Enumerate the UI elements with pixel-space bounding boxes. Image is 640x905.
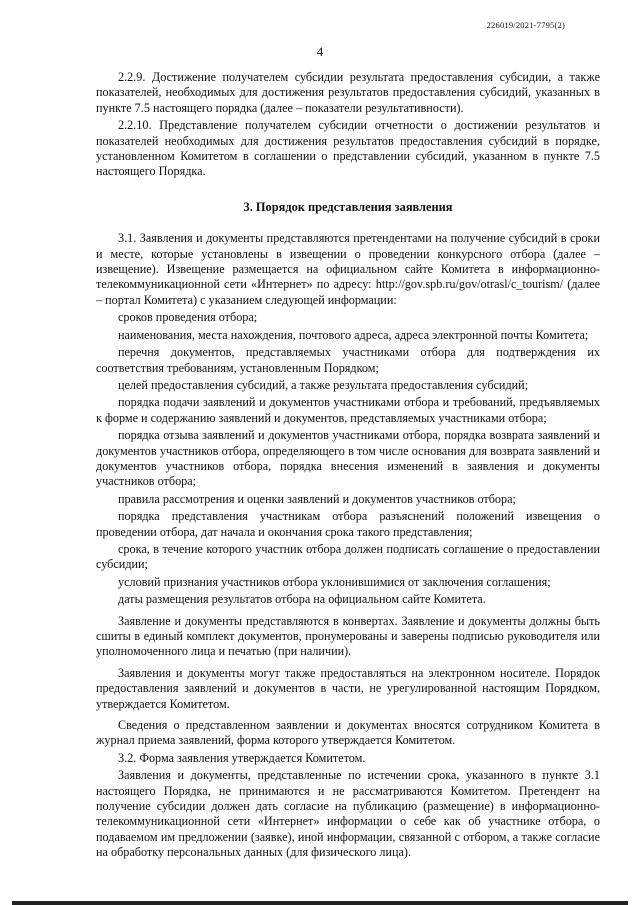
- list-item: целей предоставления субсидий, а также результата предоставления субсидий;: [118, 377, 529, 392]
- list-item: порядка представления участникам отбора разъяснений положений извещения о проведении отбора, дат начала и окончания срока такого представления;: [96, 509, 600, 539]
- list-item: наименования, места нахождения, почтового адреса, адреса электронной почты Комитета;: [118, 327, 589, 342]
- paragraph-journal: Сведения о представленном заявлении и документах вносятся сотрудником Комитета в журнал приема заявлений, форма которого утверждается Комитетом.: [96, 718, 600, 748]
- list-item: порядка подачи заявлений и документов участниками отбора и требований, предъявляемых к форме и содержанию заявлений и документов, представляемых участниками отбора;: [96, 395, 600, 425]
- list-item: порядка отзыва заявлений и документов участниками отбора, порядка возврата заявлений и документов участников отбора, определяющего в том числе основания для возврата заявлений и документов участников отбора, порядка внесения изменений в заявления и документы участников отбора;: [96, 428, 600, 489]
- list-item: даты размещения результатов отбора на официальном сайте Комитета.: [118, 592, 486, 607]
- paragraph-2-2-10: 2.2.10. Представление получателем субсидии отчетности о достижении результатов и показателей необходимых для достижения результатов предоставления субсидий в порядке, установленном Комитетом в соглашении о представлении субсидий, указанном в пункте 7.5 настоящего Порядка.: [96, 118, 600, 179]
- list-item: сроков проведения отбора;: [118, 310, 258, 325]
- list-item: правила рассмотрения и оценки заявлений и документов участников отбора;: [118, 491, 516, 506]
- paragraph-electronic: Заявления и документы могут также предоставляться на электронном носителе. Порядок предоставления заявлений и документов в части, не урегулированной настоящим Порядком, утверждается Комитетом.: [96, 665, 600, 711]
- list-item: условий признания участников отбора уклонившимися от заключения соглашения;: [118, 574, 551, 589]
- page-number: 4: [316, 44, 324, 59]
- list-item: перечня документов, представляемых участниками отбора для подтверждения их соответствия требованиям, установленным Порядком;: [96, 345, 600, 375]
- paragraph-3-1: 3.1. Заявления и документы представляются претендентами на получение субсидий в сроки и месте, которые установлены в извещении о проведении конкурсного отбора (далее – извещение). Извещение размещается на официальном сайте Комитета в информационно-телекоммуникационной сети «Интернет» по адресу: http://gov.spb.ru/gov/otrasl/c_tourism/ (далее – портал Комитета) с указанием следующей информации:: [96, 231, 600, 307]
- paragraph-envelopes: Заявление и документы представляются в конвертах. Заявление и документы должны быть сшиты в единый комплект документов, пронумерованы и заверены подписью руководителя или уполномоченного лица и печатью (при наличии).: [96, 613, 600, 659]
- list-item: срока, в течение которого участник отбора должен подписать соглашение о предоставлении субсидии;: [96, 541, 600, 572]
- section-heading: 3. Порядок представления заявления: [243, 199, 453, 214]
- paragraph-2-2-9: 2.2.9. Достижение получателем субсидии результата предоставления субсидии, а также показателей, необходимых для достижения результатов предоставления субсидий, указанных в пункте 7.5 настоящего порядка (далее – показатели результативности).: [96, 70, 600, 115]
- paragraph-3-2: 3.2. Форма заявления утверждается Комитетом.: [118, 750, 366, 765]
- document-id: 226019/2021-7795(2): [486, 20, 565, 30]
- paragraph-deadline: Заявления и документы, представленные по истечении срока, указанного в пункте 3.1 настоящего Порядка, не принимаются и не рассматриваются Комитетом. Претендент на получение субсидии должен дать согласие на публикацию (размещение) в информационно-телекоммуникационной сети «Интернет» информации о себе как об участнике отбора, о подаваемом им предложении (заявке), иной информации, связанной с отбором, а также согласие на обработку персональных данных (для физического лица).: [96, 768, 600, 860]
- document-body: [96, 70, 600, 863]
- page-bottom-edge: [12, 901, 628, 905]
